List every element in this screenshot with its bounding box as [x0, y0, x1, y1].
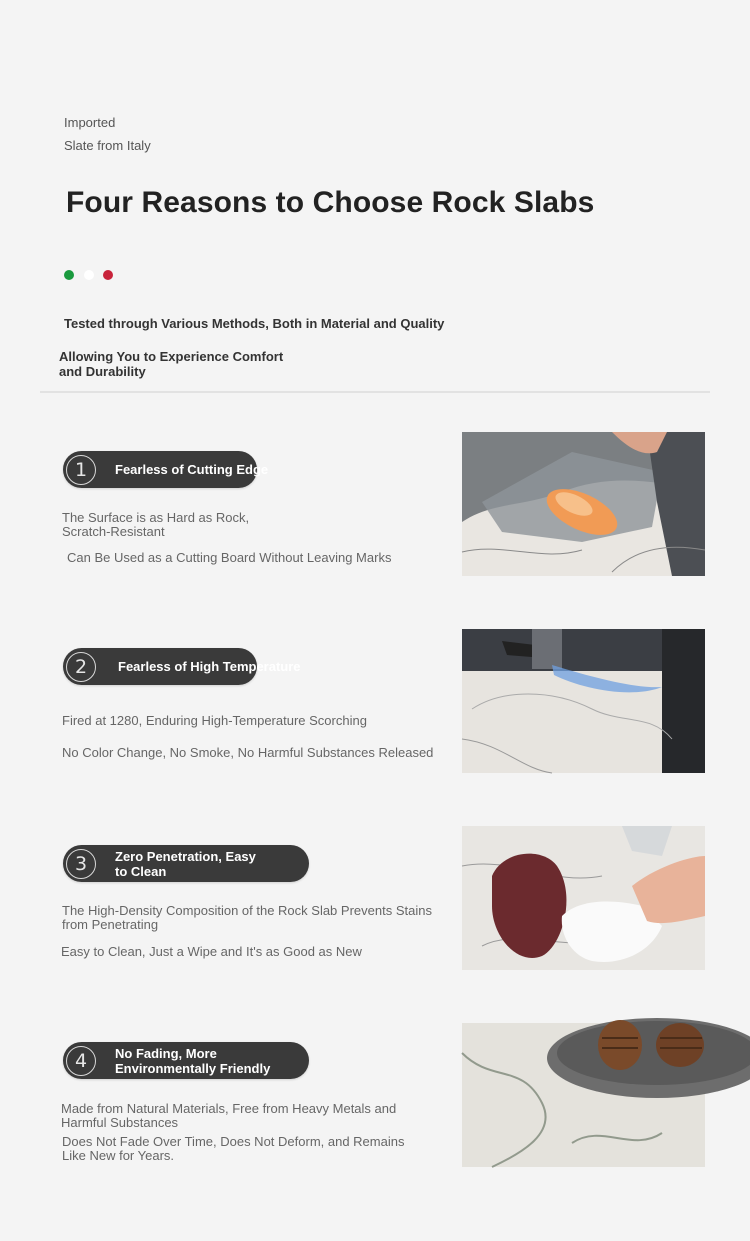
number-circle-icon: 3: [66, 849, 96, 879]
feature-4-label: No Fading, More Environmentally Friendly: [115, 1045, 271, 1076]
flag-dot-green: [64, 270, 74, 280]
number-circle-icon: 2: [66, 652, 96, 682]
feature-3-badge: [63, 845, 309, 882]
blowtorch-flame-image: [462, 629, 705, 773]
hand-wiping-stain-image: [462, 826, 705, 970]
feature-1-badge: [63, 451, 269, 488]
feature-2-desc-2: No Color Change, No Smoke, No Harmful Substances Released: [62, 745, 434, 760]
flag-dot-red: [103, 270, 113, 280]
eyebrow-line-1: Imported: [64, 115, 116, 130]
eyebrow-line-2: Slate from Italy: [64, 138, 151, 153]
feature-2-badge: [63, 648, 301, 685]
feature-3-label: Zero Penetration, Easy to Clean: [115, 848, 256, 879]
feature-3-desc-1: The High-Density Composition of the Rock Slab Prevents Stains from Penetrating: [62, 903, 432, 932]
feature-1-desc-2: Can Be Used as a Cutting Board Without Leaving Marks: [67, 550, 392, 565]
pinecones-on-plate-image: [462, 1023, 705, 1167]
section-divider: [40, 391, 710, 393]
feature-1-label: Fearless of Cutting Edge: [115, 462, 269, 477]
number-circle-icon: 1: [66, 455, 96, 485]
feature-2-label: Fearless of High Temperature: [118, 659, 301, 674]
intro-line-2: Allowing You to Experience Comfort and Durability: [59, 349, 284, 379]
knife-cutting-salmon-image: [462, 432, 705, 576]
feature-3-desc-2: Easy to Clean, Just a Wipe and It's as Good as New: [61, 944, 362, 959]
feature-4-desc-2: Does Not Fade Over Time, Does Not Deform, and Remains Like New for Years.: [62, 1134, 405, 1163]
flag-dot-white: [84, 270, 94, 280]
page-title: Four Reasons to Choose Rock Slabs: [66, 186, 595, 219]
feature-1-desc-1: The Surface is as Hard as Rock, Scratch-Resistant: [62, 510, 250, 539]
intro-line-1: Tested through Various Methods, Both in Material and Quality: [64, 316, 445, 331]
feature-4-desc-1: Made from Natural Materials, Free from Heavy Metals and Harmful Substances: [61, 1101, 397, 1130]
feature-4-badge: [63, 1042, 309, 1079]
feature-2-desc-1: Fired at 1280, Enduring High-Temperature Scorching: [62, 713, 367, 728]
number-circle-icon: 4: [66, 1046, 96, 1076]
